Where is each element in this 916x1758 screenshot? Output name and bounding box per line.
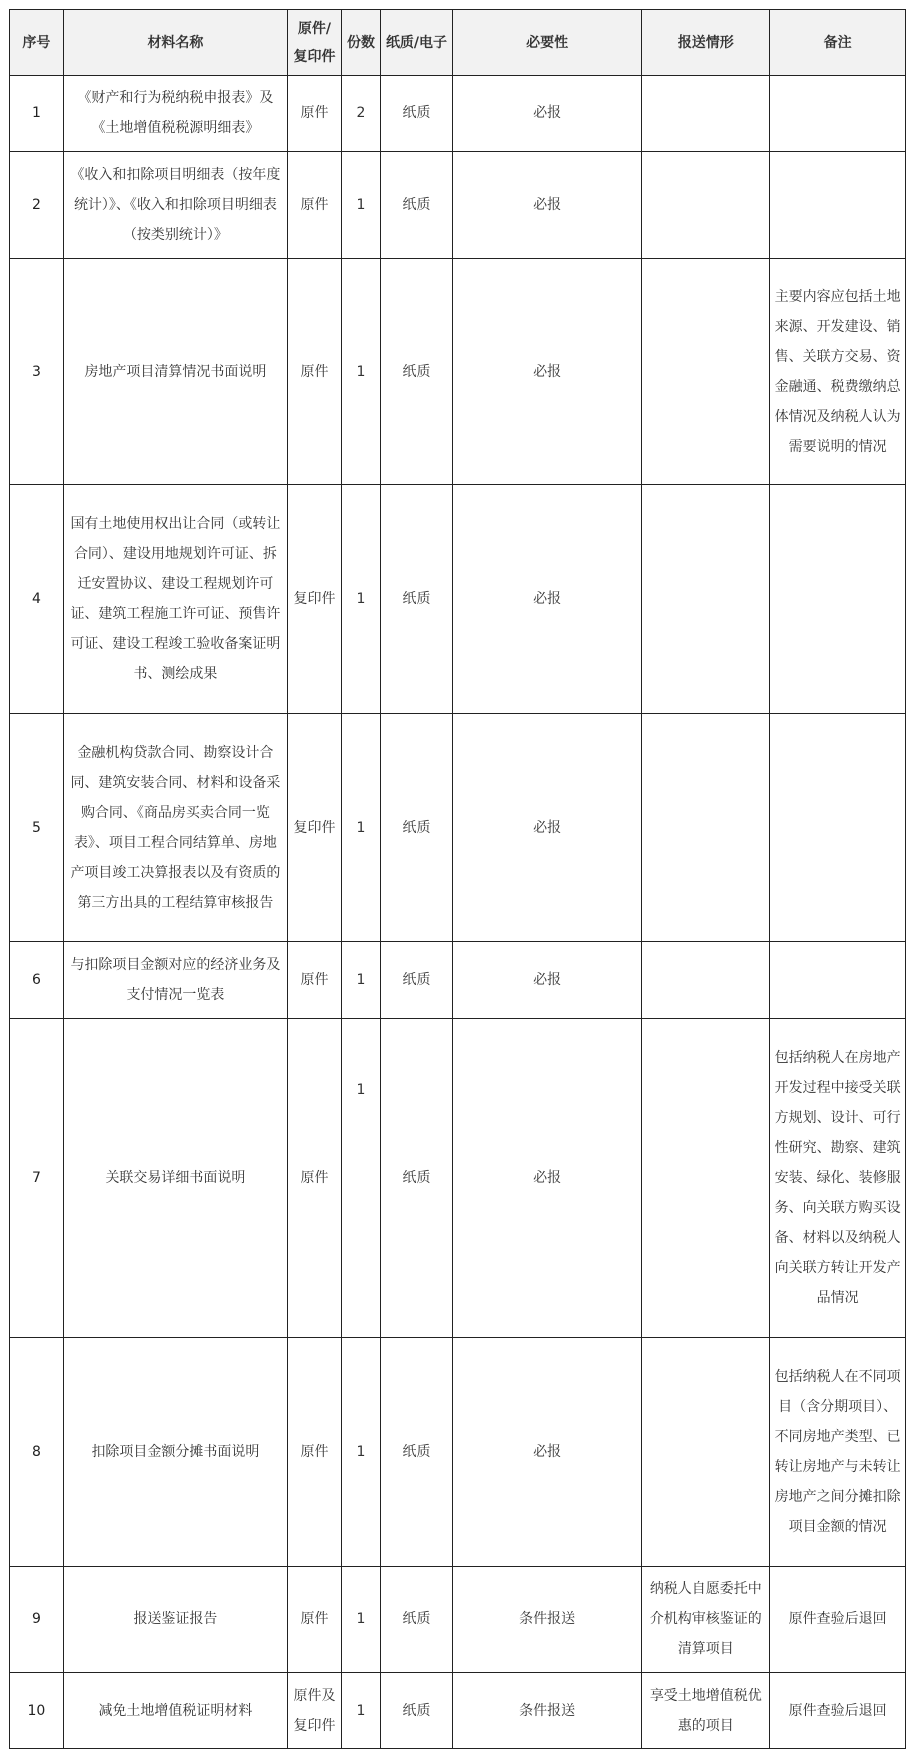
cell-no: 10 — [10, 1673, 64, 1749]
cell-orig: 原件 — [288, 1338, 342, 1566]
cell-required: 必报 — [452, 485, 642, 713]
cell-name: 关联交易详细书面说明 — [63, 1019, 287, 1338]
cell-no: 5 — [10, 713, 64, 941]
cell-no: 4 — [10, 485, 64, 713]
cell-no: 6 — [10, 942, 64, 1019]
header-no: 序号 — [10, 10, 64, 76]
header-medium: 纸质/电子 — [381, 10, 453, 76]
header-required: 必要性 — [452, 10, 642, 76]
cell-no: 1 — [10, 76, 64, 152]
cell-required: 必报 — [452, 151, 642, 258]
table-row — [10, 1566, 906, 1672]
cell-situation — [642, 1338, 770, 1566]
cell-medium: 纸质 — [381, 151, 453, 258]
cell-required: 必报 — [452, 259, 642, 485]
cell-no: 8 — [10, 1338, 64, 1566]
cell-no: 7 — [10, 1019, 64, 1338]
cell-orig: 原件 — [288, 151, 342, 258]
table-row — [10, 713, 906, 941]
cell-situation: 享受土地增值税优惠的项目 — [642, 1673, 770, 1749]
cell-name: 减免土地增值税证明材料 — [63, 1673, 287, 1749]
cell-note: 主要内容应包括土地来源、开发建设、销售、关联方交易、资金融通、税费缴纳总体情况及纳税人认为需要说明的情况 — [770, 259, 906, 485]
cell-note: 包括纳税人在房地产开发过程中接受关联方规划、设计、可行性研究、勘察、建筑安装、绿化、装修服务、向关联方购买设备、材料以及纳税人向关联方转让开发产品情况 — [770, 1019, 906, 1338]
cell-copies: 2 — [341, 76, 380, 152]
cell-situation — [642, 76, 770, 152]
cell-medium: 纸质 — [381, 1019, 453, 1338]
cell-copies: 1 — [341, 259, 380, 485]
cell-situation — [642, 151, 770, 258]
cell-medium: 纸质 — [381, 713, 453, 941]
cell-name: 报送鉴证报告 — [63, 1566, 287, 1672]
cell-orig: 复印件 — [288, 485, 342, 713]
cell-note: 原件查验后退回 — [770, 1673, 906, 1749]
cell-copies: 1 — [341, 713, 380, 941]
cell-required: 必报 — [452, 1338, 642, 1566]
cell-medium: 纸质 — [381, 942, 453, 1019]
table-row — [10, 1019, 906, 1338]
cell-orig: 原件 — [288, 1019, 342, 1338]
header-copies: 份数 — [341, 10, 380, 76]
cell-required: 条件报送 — [452, 1566, 642, 1672]
cell-note — [770, 76, 906, 152]
header-row — [10, 10, 906, 76]
cell-medium: 纸质 — [381, 1673, 453, 1749]
table-row — [10, 485, 906, 713]
cell-note: 原件查验后退回 — [770, 1566, 906, 1672]
cell-orig: 复印件 — [288, 713, 342, 941]
cell-name: 房地产项目清算情况书面说明 — [63, 259, 287, 485]
cell-required: 必报 — [452, 1019, 642, 1338]
cell-situation — [642, 259, 770, 485]
cell-orig: 原件 — [288, 76, 342, 152]
cell-situation — [642, 942, 770, 1019]
cell-copies: 1 — [341, 942, 380, 1019]
table-row — [10, 1673, 906, 1749]
cell-name: 《财产和行为税纳税申报表》及《土地增值税税源明细表》 — [63, 76, 287, 152]
cell-copies: 1 — [341, 1566, 380, 1672]
cell-situation — [642, 485, 770, 713]
materials-table — [9, 9, 906, 1749]
cell-medium: 纸质 — [381, 76, 453, 152]
cell-medium: 纸质 — [381, 1338, 453, 1566]
cell-note — [770, 713, 906, 941]
cell-required: 必报 — [452, 942, 642, 1019]
cell-name: 国有土地使用权出让合同（或转让合同）、建设用地规划许可证、拆迁安置协议、建设工程规划许可证、建筑工程施工许可证、预售许可证、建设工程竣工验收备案证明书、测绘成果 — [63, 485, 287, 713]
cell-copies: 1 — [341, 1019, 380, 1338]
table-row — [10, 259, 906, 485]
cell-copies: 1 — [341, 485, 380, 713]
cell-note — [770, 485, 906, 713]
table-row — [10, 76, 906, 152]
table-row — [10, 1338, 906, 1566]
cell-medium: 纸质 — [381, 1566, 453, 1672]
cell-situation: 纳税人自愿委托中介机构审核鉴证的清算项目 — [642, 1566, 770, 1672]
header-situation: 报送情形 — [642, 10, 770, 76]
cell-required: 必报 — [452, 76, 642, 152]
header-note: 备注 — [770, 10, 906, 76]
header-orig: 原件/复印件 — [288, 10, 342, 76]
cell-orig: 原件 — [288, 942, 342, 1019]
cell-required: 必报 — [452, 713, 642, 941]
cell-name: 与扣除项目金额对应的经济业务及支付情况一览表 — [63, 942, 287, 1019]
cell-copies: 1 — [341, 1338, 380, 1566]
cell-orig: 原件 — [288, 1566, 342, 1672]
cell-situation — [642, 1019, 770, 1338]
cell-note: 包括纳税人在不同项目（含分期项目）、不同房地产类型、已转让房地产与未转让房地产之间分摊扣除项目金额的情况 — [770, 1338, 906, 1566]
cell-no: 9 — [10, 1566, 64, 1672]
cell-required: 条件报送 — [452, 1673, 642, 1749]
cell-orig: 原件 — [288, 259, 342, 485]
cell-medium: 纸质 — [381, 259, 453, 485]
cell-no: 3 — [10, 259, 64, 485]
cell-note — [770, 151, 906, 258]
cell-name: 《收入和扣除项目明细表（按年度统计）》、《收入和扣除项目明细表（按类别统计）》 — [63, 151, 287, 258]
table-row — [10, 942, 906, 1019]
cell-name: 金融机构贷款合同、勘察设计合同、建筑安装合同、材料和设备采购合同、《商品房买卖合同一览表》、项目工程合同结算单、房地产项目竣工决算报表以及有资质的第三方出具的工程结算审核报告 — [63, 713, 287, 941]
cell-name: 扣除项目金额分摊书面说明 — [63, 1338, 287, 1566]
cell-copies: 1 — [341, 151, 380, 258]
cell-situation — [642, 713, 770, 941]
cell-no: 2 — [10, 151, 64, 258]
cell-orig: 原件及复印件 — [288, 1673, 342, 1749]
cell-medium: 纸质 — [381, 485, 453, 713]
header-name: 材料名称 — [63, 10, 287, 76]
table-row — [10, 151, 906, 258]
cell-note — [770, 942, 906, 1019]
cell-copies: 1 — [341, 1673, 380, 1749]
